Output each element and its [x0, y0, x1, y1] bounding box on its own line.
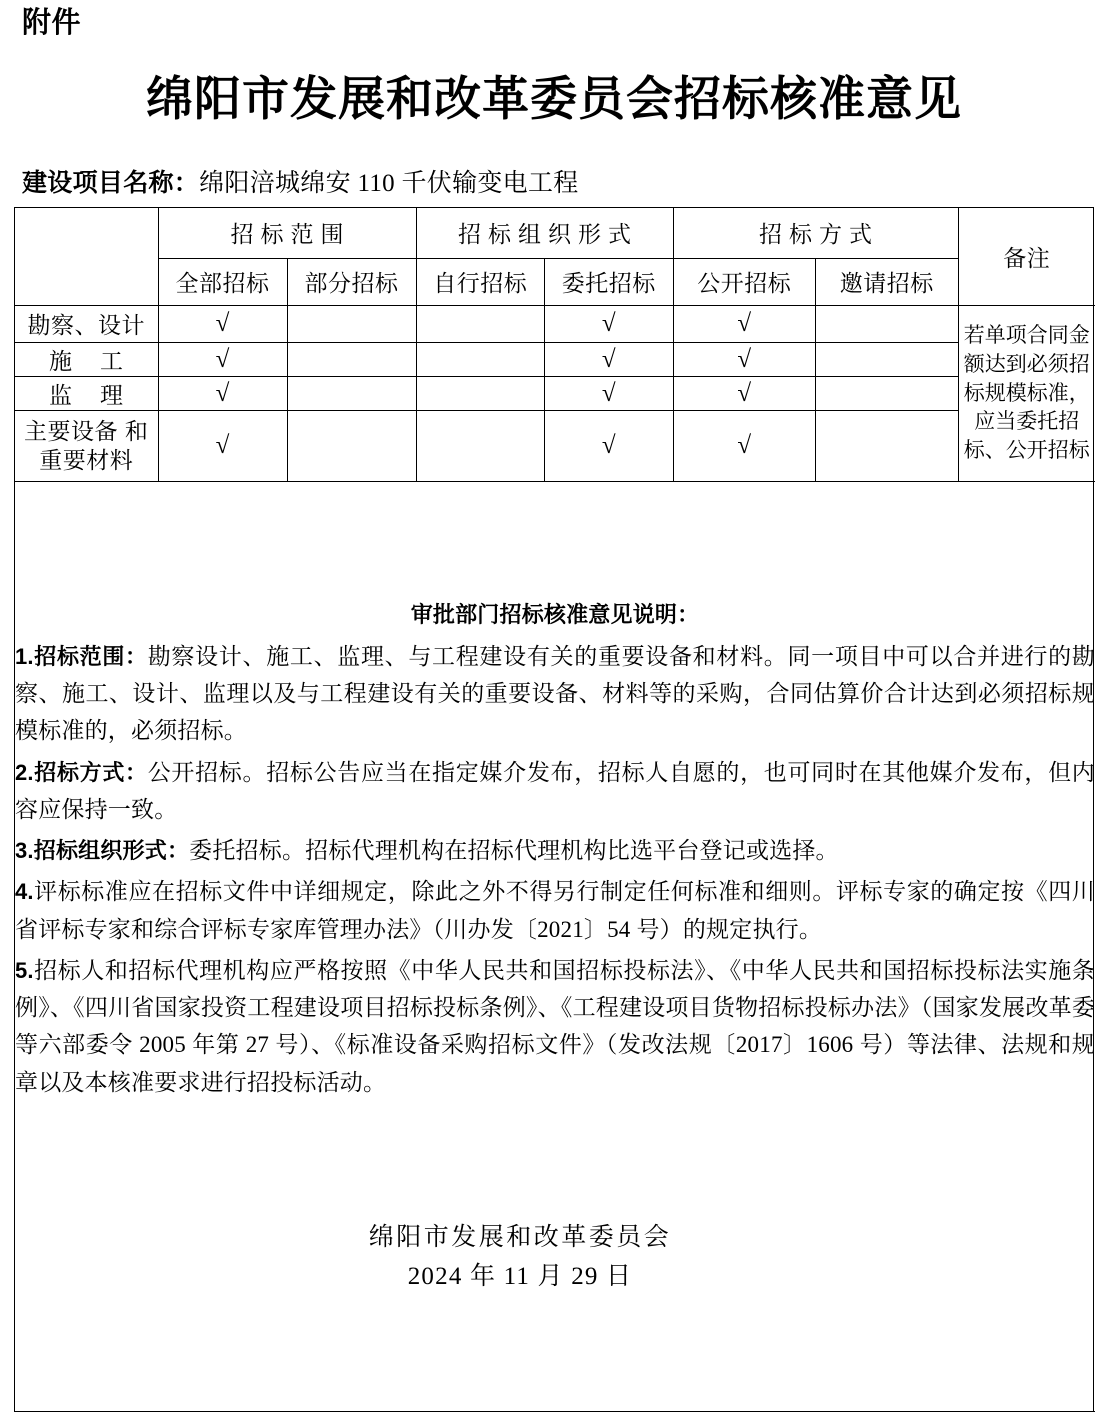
row-label-construction: 施 工 [15, 342, 158, 376]
group-header-organization-form: 招标组织形式 [416, 208, 673, 258]
note-number: 3. [15, 838, 34, 863]
cell-tick: √ [545, 342, 674, 376]
cell-tick: √ [545, 410, 674, 481]
cell-empty [416, 342, 545, 376]
cell-empty [816, 410, 959, 481]
cell-empty [287, 410, 416, 481]
sub-header-invited-bid: 邀请招标 [816, 258, 959, 305]
note-item-3 [15, 832, 1095, 869]
table-notes-row [15, 481, 1095, 1411]
project-name-line [22, 163, 579, 199]
cell-tick: √ [158, 410, 287, 481]
note-key: 招标组织形式： [33, 838, 190, 863]
note-number: 4. [15, 879, 34, 905]
cell-tick: √ [545, 376, 674, 410]
cell-tick: √ [545, 305, 674, 342]
sub-header-all-bid: 全部招标 [158, 258, 287, 305]
cell-empty [816, 305, 959, 342]
note-item-4 [15, 873, 1095, 948]
cell-empty [416, 410, 545, 481]
cell-empty [287, 305, 416, 342]
signature-block [15, 1219, 1095, 1297]
project-name-value: 绵阳涪城绵安 110 千伏输变电工程 [199, 170, 579, 197]
table-row [15, 342, 1095, 376]
cell-empty [287, 342, 416, 376]
signature-organization: 绵阳市发展和改革委员会 [368, 1223, 672, 1251]
notes-heading: 审批部门招标核准意见说明： [410, 601, 700, 627]
cell-tick: √ [158, 305, 287, 342]
cell-tick: √ [158, 342, 287, 376]
table-header-row-subs [15, 258, 1095, 305]
notes-container [15, 481, 1095, 1411]
note-text: 招标人和招标代理机构应严格按照《中华人民共和国招标投标法》、《中华人民共和国招标投标法实施条例》、《四川省国家投资工程建设项目招标投标条例》、《工程建设项目货物招标投标办法》（国家发展改革委等六部委令 2005 年第 27 号）、《标准设备采购招标文件》（发改法规〔2017〕1606 号）等法律、法规和规章以及本核准要求进行招投标活动。 [15, 957, 1095, 1095]
table-row [15, 376, 1095, 410]
note-key: 招标方式： [33, 759, 148, 785]
sub-header-partial-bid: 部分招标 [287, 258, 416, 305]
cell-tick: √ [673, 342, 816, 376]
note-item-1 [15, 638, 1095, 750]
cell-empty [816, 342, 959, 376]
sub-header-entrusted-bid: 委托招标 [545, 258, 674, 305]
note-number: 1. [15, 643, 34, 669]
note-text: 评标标准应在招标文件中详细规定，除此之外不得另行制定任何标准和细则。评标专家的确定按《四川省评标专家和综合评标专家库管理办法》（川办发〔2021〕54 号）的规定执行。 [15, 879, 1095, 942]
note-text: 委托招标。招标代理机构在招标代理机构比选平台登记或选择。 [189, 838, 839, 863]
note-text: 勘察设计、施工、监理、与工程建设有关的重要设备和材料。同一项目中可以合并进行的勘察、施工、设计、监理以及与工程建设有关的重要设备、材料等的采购，合同估算价合计达到必须招标规模标准的，必须招标。 [15, 643, 1095, 744]
table-header-row-groups [15, 208, 1095, 258]
note-item-5 [15, 952, 1095, 1101]
sub-header-public-bid: 公开招标 [673, 258, 816, 305]
page-title: 绵阳市发展和改革委员会招标核准意见 [146, 72, 962, 125]
corner-cell [15, 208, 158, 305]
row-label-survey-design: 勘察、设计 [15, 305, 158, 342]
sub-header-self-bid: 自行招标 [416, 258, 545, 305]
cell-tick: √ [673, 376, 816, 410]
cell-tick: √ [158, 376, 287, 410]
group-header-method: 招标方式 [673, 208, 958, 258]
approval-table [14, 207, 1094, 1412]
row-label-major-equipment: 主要设备 和重要材料 [15, 410, 158, 481]
cell-empty [416, 376, 545, 410]
row-label-supervision: 监 理 [15, 376, 158, 410]
note-text: 公开招标。招标公告应当在指定媒介发布，招标人自愿的，也可同时在其他媒介发布，但内容应保持一致。 [15, 759, 1095, 822]
remark-header: 备注 [958, 208, 1095, 305]
cell-empty [287, 376, 416, 410]
note-key: 招标范围： [33, 643, 148, 669]
project-name-label: 建设项目名称： [22, 169, 200, 197]
attachment-label: 附件 [22, 7, 82, 39]
cell-empty [416, 305, 545, 342]
cell-tick: √ [673, 410, 816, 481]
cell-empty [816, 376, 959, 410]
note-number: 5. [15, 957, 34, 983]
cell-tick: √ [673, 305, 816, 342]
note-number: 2. [15, 759, 34, 785]
approval-table-grid [15, 208, 1095, 1412]
table-row [15, 305, 1095, 342]
signature-date: 2024 年 11 月 29 日 [407, 1262, 633, 1290]
remark-cell: 若单项合同金额达到必须招标规模标准，应当委托招标、公开招标 [958, 305, 1095, 481]
group-header-scope: 招标范围 [158, 208, 416, 258]
table-row [15, 410, 1095, 481]
note-item-2 [15, 754, 1095, 829]
